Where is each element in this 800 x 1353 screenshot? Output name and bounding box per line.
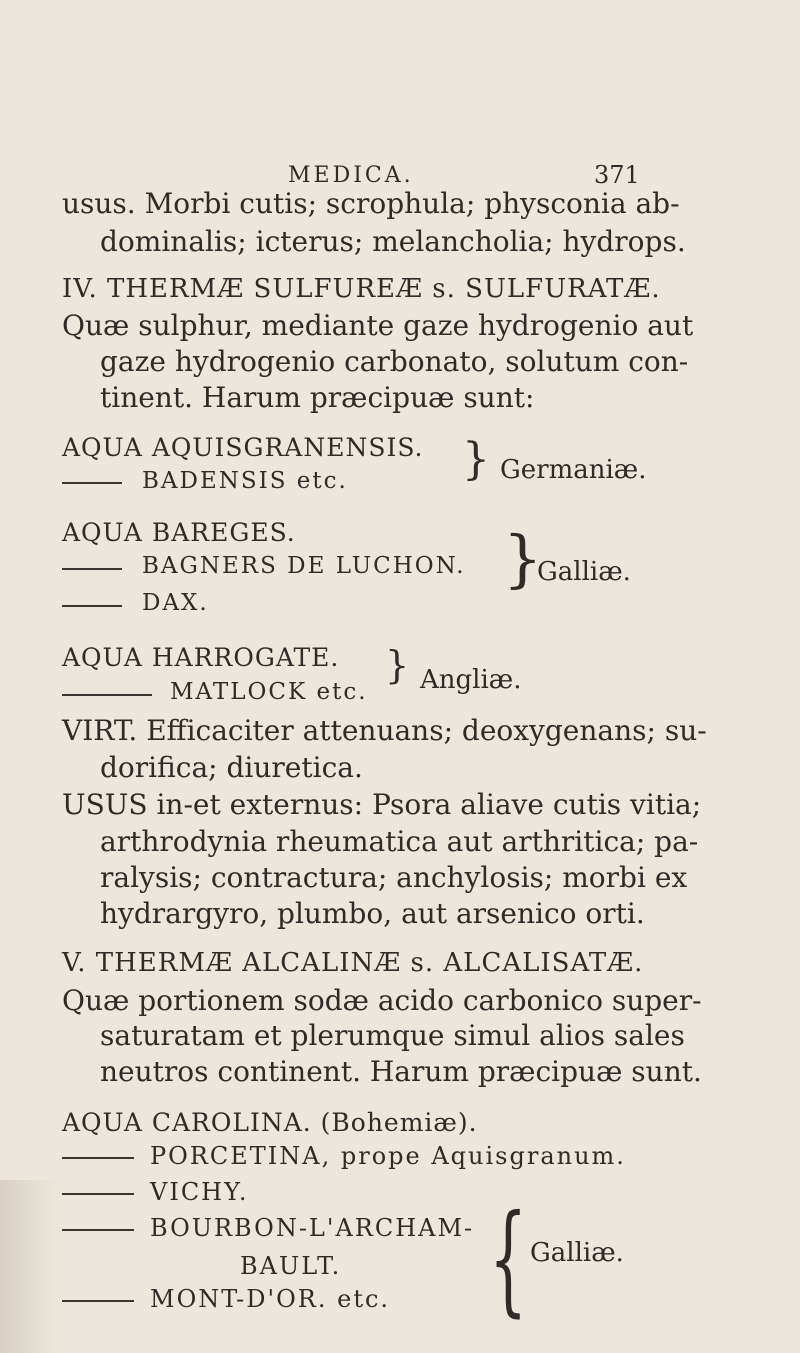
porcetina: PORCETINA, prope Aquisgranum.: [150, 1142, 626, 1170]
brace: }: [503, 522, 543, 595]
text-line-22: saturatam et plerumque simul alios sales: [100, 1019, 685, 1052]
text-line-23: neutros continent. Harum præcipuæ sunt.: [100, 1055, 702, 1088]
text-line-19: hydrargyro, plumbo, aut arsenico orti.: [100, 897, 645, 930]
ditto-dash: [62, 1157, 134, 1159]
text-line-21: Quæ portionem sodæ acido carbonico super-: [62, 984, 702, 1017]
bagners-de-luchon: BAGNERS DE LUCHON.: [142, 553, 466, 579]
ditto-dash: [62, 482, 122, 484]
aqua-harrogate: AQUA HARROGATE.: [62, 643, 340, 672]
text-line-2: dominalis; icterus; melancholia; hydrops.: [100, 225, 686, 258]
text-line-usus: USUS in-et externus: Psora aliave cutis vitia;: [62, 788, 702, 821]
brace: }: [385, 643, 410, 687]
brace: }: [462, 434, 490, 485]
text-line-5: gaze hydrogenio carbonato, solutum con-: [100, 345, 689, 378]
region-galliae-2: Galliæ.: [530, 1238, 624, 1268]
badensis: BADENSIS etc.: [142, 468, 348, 494]
mont-d-or: MONT-D'OR. etc.: [150, 1285, 391, 1313]
aqua-bareges: AQUA BAREGES.: [62, 518, 296, 547]
aqua-carolina: AQUA CAROLINA. (Bohemiæ).: [62, 1108, 478, 1137]
region-angliae: Angliæ.: [420, 665, 522, 695]
aqua-aquisgranensis: AQUA AQUISGRANENSIS.: [62, 433, 424, 462]
bault: BAULT.: [240, 1252, 342, 1280]
text-line-15: dorifica; diuretica.: [100, 751, 363, 784]
ditto-dash: [62, 1193, 134, 1195]
vichy: VICHY.: [150, 1178, 249, 1206]
text-line-virt: VIRT. Efficaciter attenuans; deoxygenans; su-: [62, 714, 707, 747]
text-line-4: Quæ sulphur, mediante gaze hydrogenio aut: [62, 309, 694, 342]
region-galliae: Galliæ.: [537, 557, 631, 587]
text-line-1: usus. Morbi cutis; scrophula; physconia ab-: [62, 187, 680, 220]
ditto-dash: [62, 1300, 134, 1302]
region-germaniae: Germaniæ.: [500, 455, 647, 485]
running-head: MEDICA.: [288, 163, 414, 188]
text-line-18: ralysis; contractura; anchylosis; morbi ex: [100, 861, 688, 894]
section-heading-v: V. THERMÆ ALCALINÆ s. ALCALISATÆ.: [62, 948, 644, 978]
page-edge-shadow: [0, 1180, 60, 1353]
ditto-dash: [62, 568, 122, 570]
ditto-dash: [62, 605, 122, 607]
page-number: 371: [594, 161, 640, 189]
matlock: MATLOCK etc.: [170, 679, 368, 705]
bourbon-l-archambault: BOURBON-L'ARCHAM-: [150, 1214, 475, 1242]
ditto-dash: [62, 694, 152, 696]
text-line-6: tinent. Harum præcipuæ sunt:: [100, 381, 535, 414]
section-heading-iv: IV. THERMÆ SULFUREÆ s. SULFURATÆ.: [62, 274, 661, 304]
text-line-17: arthrodynia rheumatica aut arthritica; pa-: [100, 825, 699, 858]
dax: DAX.: [142, 590, 209, 616]
ditto-dash: [62, 1229, 134, 1231]
brace: }: [489, 1190, 528, 1329]
